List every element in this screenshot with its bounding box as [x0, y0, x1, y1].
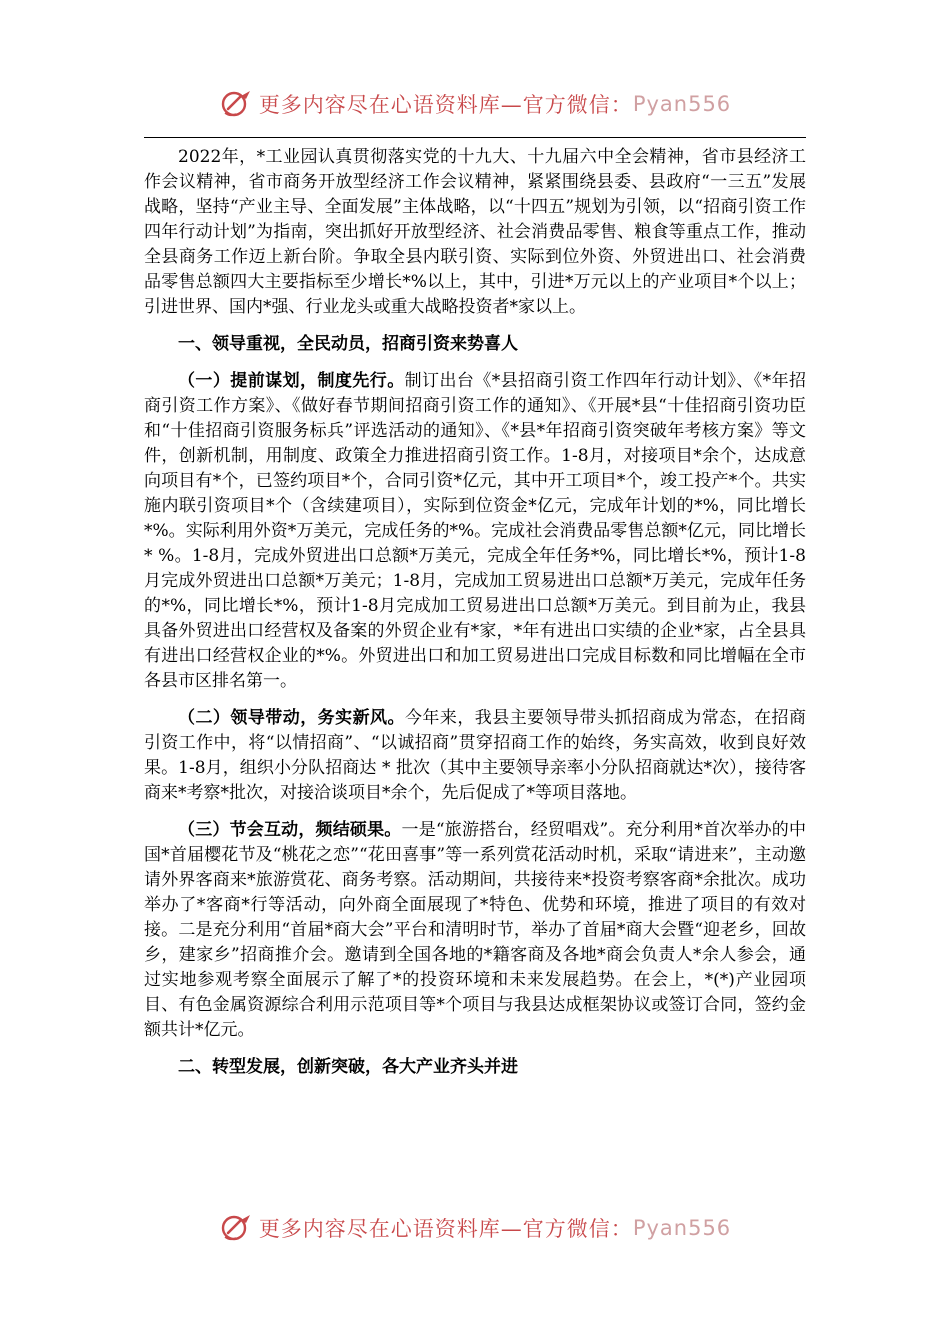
paragraph-text: 二、转型发展，创新突破，各大产业齐头并进	[178, 1057, 518, 1077]
section-heading	[144, 1055, 806, 1080]
paragraph-text: 2022年，*工业园认真贯彻落实党的十九大、十九届六中全会精神，省市县经济工作会议精神，省市商务开放型经济工作会议精神，紧紧围绕县委、县政府“一三五”发展战略，坚持“产业主导、全面发展”主体战略，以“十四五”规划为引领，以“招商引资工作四年行动计划”为指南，突出抓好开放型经济、社会消费品零售、粮食等重点工作，推动全县商务工作迈上新台阶。争取全县内联引资、实际到位外资、外贸进出口、社会消费品零售总额四大主要指标至少增长*%以上，其中，引进*万元以上的产业项目*个以上；引进世界、国内*强、行业龙头或重大战略投资者*家以上。	[144, 147, 806, 317]
header-divider	[144, 137, 806, 138]
paragraph-lead: （二）领导带动，务实新风。	[178, 708, 405, 728]
paragraph	[144, 706, 806, 806]
pen-logo-icon	[219, 1211, 253, 1245]
paragraph-text: 一是“旅游搭台，经贸唱戏”。充分利用*首次举办的中国*首届樱花节及“桃花之恋”“花田喜事”等一系列赏花活动时机，采取“请进来”，主动邀请外界客商来*旅游赏花、商务考察。活动期间，共接待来*投资考察客商*余批次。成功举办了*客商*行等活动，向外商全面展现了*特色、优势和环境，推进了项目的有效对接。二是充分利用“首届*商大会”平台和清明时节，举办了首届*商大会暨“迎老乡，回故乡，建家乡”招商推介会。邀请到全国各地的*籍客商及各地*商会负责人*余人参会，通过实地参观考察全面展示了解了*的投资环境和未来发展趋势。在会上，*(*)产业园项目、有色金属资源综合利用示范项目等*个项目与我县达成框架协议或签订合同，签约金额共计*亿元。	[144, 820, 806, 1040]
paragraph-lead: （一）提前谋划，制度先行。	[178, 371, 405, 391]
banner-account: Pyan556	[632, 92, 732, 116]
paragraph	[144, 145, 806, 320]
footer-banner	[0, 1208, 950, 1248]
paragraph-text: 一、领导重视，全民动员，招商引资来势喜人	[178, 334, 518, 354]
pen-logo-icon	[219, 87, 253, 121]
document-body	[144, 145, 806, 1092]
header-banner	[0, 84, 950, 124]
banner-account: Pyan556	[632, 1216, 732, 1240]
paragraph-lead: （三）节会互动，频结硕果。	[178, 820, 402, 840]
paragraph	[144, 818, 806, 1043]
section-heading	[144, 332, 806, 357]
paragraph	[144, 369, 806, 694]
paragraph-text: 制订出台《*县招商引资工作四年行动计划》、《*年招商引资工作方案》、《做好春节期间招商引资工作的通知》、《开展*县“十佳招商引资功臣和“十佳招商引资服务标兵”评选活动的通知》、《*县*年招商引资突破年考核方案》等文件，创新机制，用制度、政策全力推进招商引资工作。1-8月，对接项目*余个，达成意向项目有*个，已签约项目*个，合同引资*亿元，其中开工项目*个，竣工投产*个。共实施内联引资项目*个（含续建项目），实际到位资金*亿元，完成年计划的*%，同比增长*%。实际利用外资*万美元，完成任务的*%。完成社会消费品零售总额*亿元，同比增长* %。1-8月，完成外贸进出口总额*万美元，完成全年任务*%，同比增长*%，预计1-8月完成外贸进出口总额*万美元；1-8月，完成加工贸易进出口总额*万美元，完成年任务的*%，同比增长*%，预计1-8月完成加工贸易进出口总额*万美元。到目前为止，我县具备外贸进出口经营权及备案的外贸企业有*家，*年有进出口实绩的企业*家，占全县具有进出口经营权企业的*%。外贸进出口和加工贸易进出口完成目标数和同比增幅在全市各县市区排名第一。	[144, 371, 807, 691]
paragraph-text: 今年来，我县主要领导带头抓招商成为常态，在招商引资工作中，将“以情招商”、“以诚招商”贯穿招商工作的始终，务实高效，收到良好效果。1-8月，组织小分队招商达 * 批次（其中主要领导亲率小分队招商就达*次），接待客商来*考察*批次，对接洽谈项目*余个，先后促成了*等项目落地。	[144, 708, 807, 803]
banner-text: 更多内容尽在心语资料库—官方微信：	[258, 1217, 633, 1241]
banner-text: 更多内容尽在心语资料库—官方微信：	[258, 93, 633, 117]
